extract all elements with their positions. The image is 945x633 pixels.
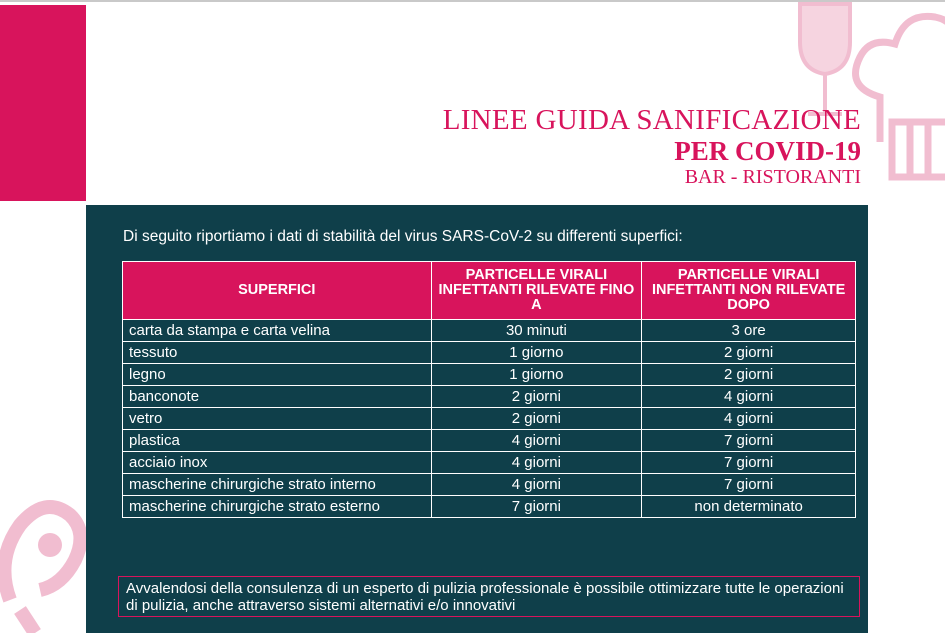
- not-detected-cell: 7 giorni: [642, 430, 856, 452]
- detected-cell: 30 minuti: [431, 320, 642, 342]
- not-detected-cell: non determinato: [642, 496, 856, 518]
- surface-cell: mascherine chirurgiche strato interno: [123, 474, 432, 496]
- table-row: [123, 364, 856, 386]
- not-detected-cell: 7 giorni: [642, 452, 856, 474]
- intro-text: Di seguito riportiamo i dati di stabilità del virus SARS-CoV-2 su differenti superfici:: [123, 228, 683, 245]
- not-detected-cell: 2 giorni: [642, 364, 856, 386]
- table-row: [123, 386, 856, 408]
- detected-cell: 1 giorno: [431, 342, 642, 364]
- surface-cell: acciaio inox: [123, 452, 432, 474]
- table-row: [123, 430, 856, 452]
- not-detected-cell: 4 giorni: [642, 386, 856, 408]
- not-detected-cell: 2 giorni: [642, 342, 856, 364]
- not-detected-cell: 3 ore: [642, 320, 856, 342]
- cleaning-note: Avvalendosi della consulenza di un esperto di pulizia professionale è possibile ottimizzare tutte le operazioni di pulizia, anche attraverso sistemi alternativi e/o innovativi: [118, 576, 860, 617]
- accent-bar: [0, 5, 86, 201]
- title-line-3: BAR - RISTORANTI: [684, 166, 861, 188]
- title-line-2: PER COVID-19: [674, 136, 861, 166]
- title-line-1: LINEE GUIDA SANIFICAZIONE: [442, 104, 861, 136]
- detected-cell: 4 giorni: [431, 430, 642, 452]
- detected-cell: 1 giorno: [431, 364, 642, 386]
- detected-cell: 2 giorni: [431, 408, 642, 430]
- surface-cell: mascherine chirurgiche strato esterno: [123, 496, 432, 518]
- header-superfici: SUPERFICI: [123, 262, 432, 320]
- chef-hat-icon: [856, 16, 945, 177]
- stability-table: [122, 261, 856, 518]
- header-rilevate: PARTICELLE VIRALI INFETTANTI RILEVATE FINO A: [431, 262, 642, 320]
- table-header-row: [123, 262, 856, 320]
- surface-cell: tessuto: [123, 342, 432, 364]
- detected-cell: 7 giorni: [431, 496, 642, 518]
- header-non-rilevate: PARTICELLE VIRALI INFETTANTI NON RILEVATE DOPO: [642, 262, 856, 320]
- table-row: [123, 320, 856, 342]
- surface-cell: carta da stampa e carta velina: [123, 320, 432, 342]
- surface-cell: vetro: [123, 408, 432, 430]
- surface-cell: legno: [123, 364, 432, 386]
- table-row: [123, 408, 856, 430]
- surface-cell: plastica: [123, 430, 432, 452]
- table-row: [123, 474, 856, 496]
- content-panel: [86, 205, 868, 633]
- decorative-shape-icon: [0, 470, 90, 633]
- detected-cell: 4 giorni: [431, 474, 642, 496]
- table-row: [123, 342, 856, 364]
- page-title: [443, 104, 861, 188]
- surface-cell: banconote: [123, 386, 432, 408]
- detected-cell: 4 giorni: [431, 452, 642, 474]
- table-row: [123, 452, 856, 474]
- not-detected-cell: 4 giorni: [642, 408, 856, 430]
- detected-cell: 2 giorni: [431, 386, 642, 408]
- not-detected-cell: 7 giorni: [642, 474, 856, 496]
- wine-glass-icon: [800, 4, 850, 114]
- table-row: [123, 496, 856, 518]
